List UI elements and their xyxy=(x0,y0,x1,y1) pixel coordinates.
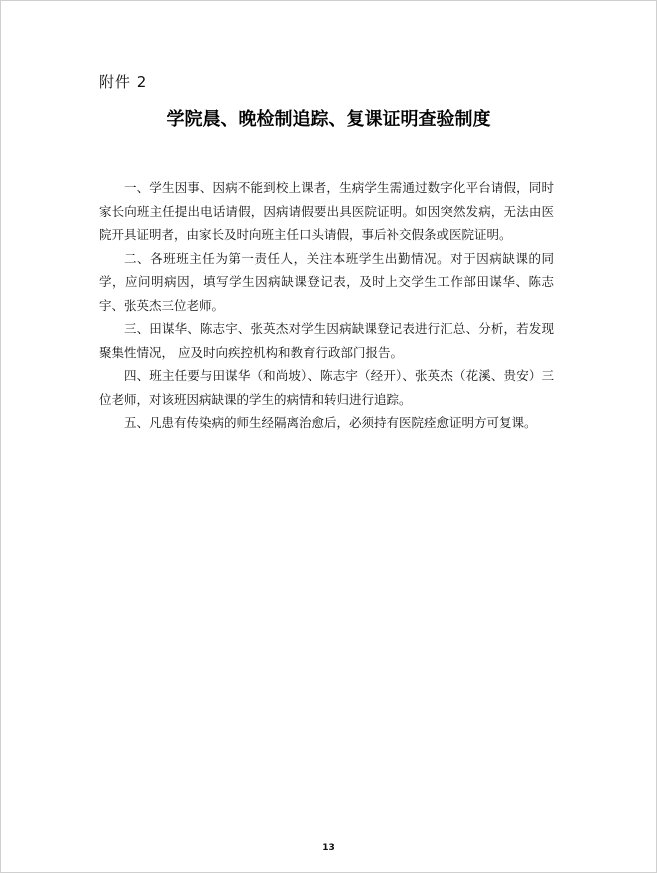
paragraph-3: 三、田谋华、陈志宇、张英杰对学生因病缺课登记表进行汇总、分析，若发现聚集性情况， 应及时向疾控机构和教育行政部门报告。 xyxy=(99,321,554,360)
document-title: 学院晨、晚检制追踪、复课证明查验制度 xyxy=(166,109,491,130)
attachment-label: 附件 2 xyxy=(99,73,148,91)
page-number: 13 xyxy=(322,843,335,853)
paragraph-2: 二、各班班主任为第一责任人，关注本班学生出勤情况。对于因病缺课的同学，应问明病因，填写学生因病缺课登记表，及时上交学生工作部田谋华、陈志宇、张英杰三位老师。 xyxy=(99,250,554,313)
paragraph-5: 五、凡患有传染病的师生经隔离治愈后，必须持有医院痊愈证明方可复课。 xyxy=(124,415,537,430)
paragraph-1: 一、学生因事、因病不能到校上课者，生病学生需通过数字化平台请假，同时家长向班主任提出电话请假，因病请假要出具医院证明。如因突然发病，无法由医院开具证明者，由家长及时向班主任口头请假，事后补交假条或医院证明。 xyxy=(99,180,554,242)
paragraph-4: 四、班主任要与田谋华（和尚坡）、陈志宇（经开）、张英杰（花溪、贵安）三位老师，对该班因病缺课的学生的病情和转归进行追踪。 xyxy=(99,368,554,407)
document-body xyxy=(99,176,554,435)
